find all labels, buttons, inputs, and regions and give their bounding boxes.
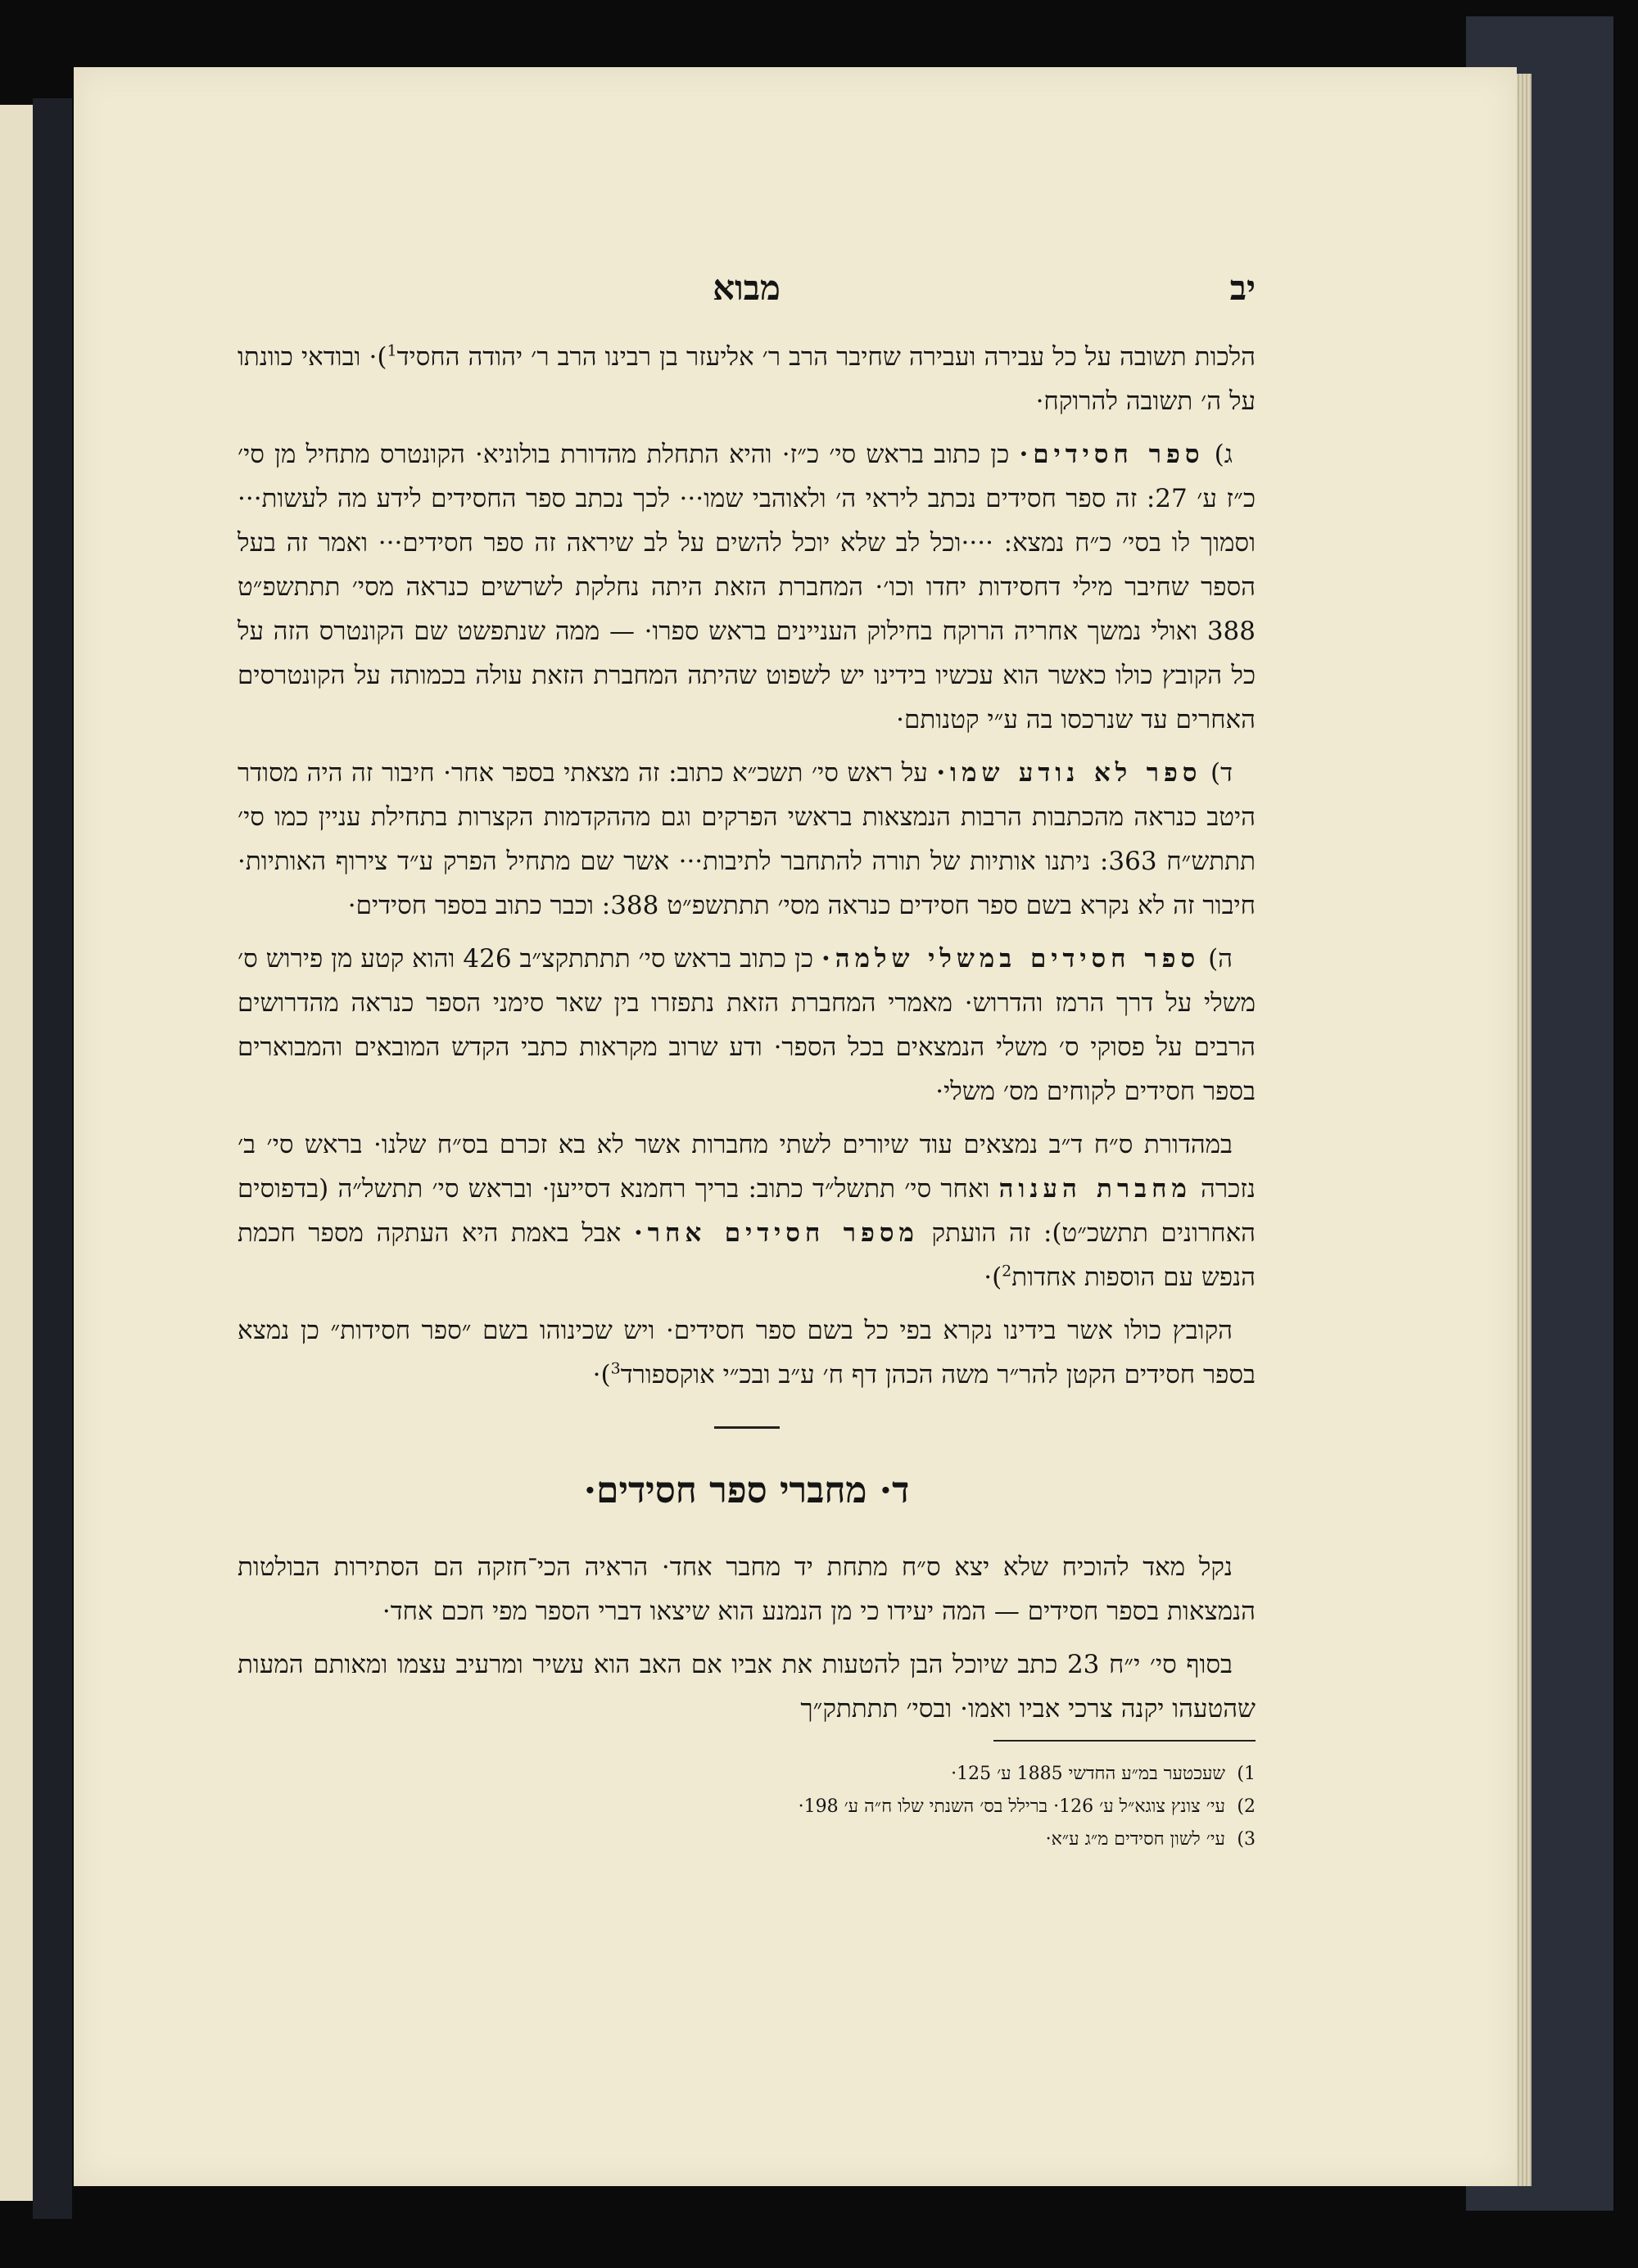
footnote-text: שעכטער במ״ע החדשי 1885 ע׳ 125·	[951, 1764, 1231, 1784]
paragraph-text: ג)	[1204, 440, 1233, 469]
footnote-marker: 3	[610, 1359, 621, 1378]
page-content	[238, 268, 1256, 2028]
paragraph	[238, 751, 1256, 928]
footnote-text: עי׳ לשון חסידים מ״ג ע״א·	[1045, 1829, 1231, 1850]
section-paragraphs	[238, 1545, 1256, 1731]
paragraph-text: )·	[592, 1360, 611, 1389]
spaced-title: ספר חסידים במשלי שלמה·	[821, 944, 1201, 974]
footnote	[238, 1791, 1256, 1823]
footnote	[238, 1758, 1256, 1791]
footnote-number: 1)	[1237, 1764, 1256, 1784]
paragraph-text: כן כתוב בראש סי׳ תתתתקצ״ב 426 והוא קטע מן פירוש ס׳ משלי על דרך הרמז והדרוש· מאמרי המחברת הזאת נתפזרו בין שאר סימני הספר כנראה מהדרושים הרבים על פסוקי ס׳ משלי הנמצאים בכל הספר· ודע שרוב מקראות כתבי הקדש המובאים והמבוארים בספר חסידים לקוחים מס׳ משלי·	[238, 944, 1256, 1106]
paragraph	[238, 1642, 1256, 1731]
page-header	[238, 268, 1256, 335]
body-paragraphs	[238, 335, 1256, 1397]
paragraph	[238, 1545, 1256, 1633]
book-gutter	[33, 98, 72, 2219]
spaced-title: ספר חסידים·	[1019, 440, 1205, 469]
paragraph-text: )· ובודאי כוונתו על ה׳ תשובה להרוקח·	[238, 342, 1256, 416]
paragraph	[238, 1123, 1256, 1299]
paragraph-text: על ראש סי׳ תשכ״א כתוב: זה מצאתי בספר אחר· חיבור זה היה מסודר היטב כנראה מהכתבות הרבות הנמצאות בראשי הפרקים וגם מההקדמות הקצרות בתחילת עניין כמו סי׳ תתתש״ח 363: ניתנו אותיות של תורה להתחבר לתיבות··· אשר שם מתחיל הפרק ע״ד צירוף האותיות· חיבור זה לא נקרא בשם ספר חסידים כנראה מסי׳ תתתשפ״ט 388: וכבר כתוב בספר חסידים·	[238, 758, 1256, 920]
footnote	[238, 1823, 1256, 1856]
paragraph-text: בסוף סי׳ י״ח 23 כתב שיוכל הבן להטעות את אביו אם האב הוא עשיר ומרעיב עצמו ומאותם המעות שהטעהו יקנה צרכי אביו ואמו· ובסי׳ תתתתק״ך	[238, 1650, 1256, 1724]
footnotes	[238, 1758, 1256, 1856]
paragraph-text: ד)	[1201, 758, 1233, 788]
book-page	[74, 67, 1517, 2186]
spaced-title: מספר חסידים אחר·	[633, 1218, 919, 1248]
paragraph-text: ואחר סי׳ תתשל״ד כתוב: בריך רחמנא דסייען· ובראש סי׳ תתשל״ה (בדפוסים האחרונים תתשכ״ט): זה הועתק	[238, 1174, 1256, 1248]
running-title: מבוא	[713, 268, 781, 308]
footnote-number: 3)	[1237, 1829, 1256, 1850]
paragraph	[238, 335, 1256, 423]
footnote-text: עי׳ צונץ צוגא״ל ע׳ 126· ברילל בס׳ השנתי שלו ח״ה ע׳ 198·	[798, 1796, 1231, 1817]
paragraph-text: נקל מאד להוכיח שלא יצא ס״ח מתחת יד מחבר אחד· הראיה הכי־חזקה הם הסתירות הבולטות הנמצאות בספר חסידים — המה יעידו כי מן הנמנע הוא שיצאו דברי הספר מפי חכם אחד·	[238, 1552, 1256, 1626]
paragraph-text: הלכות תשובה על כל עבירה ועבירה שחיבר הרב ר׳ אליעזר בן רבינו הרב ר׳ יהודה החסיד	[396, 342, 1256, 372]
paragraph	[238, 1308, 1256, 1397]
spaced-title: ספר לא נודע שמו·	[936, 758, 1202, 788]
page-number: יב	[1229, 268, 1256, 308]
footnote-marker: 1	[387, 341, 397, 360]
footnote-marker: 2	[1002, 1262, 1012, 1281]
section-divider	[714, 1426, 780, 1429]
left-page-sliver	[0, 105, 33, 2201]
paragraph-text: אבל באמת היא העתקה מספר חכמת הנפש עם הוספות אחדות	[238, 1218, 1256, 1292]
paragraph	[238, 432, 1256, 742]
paragraph	[238, 937, 1256, 1114]
paragraph-text: )·	[984, 1263, 1002, 1292]
paragraph-text: כן כתוב בראש סי׳ כ״ז· והיא התחלת מהדורת בולוניא· הקונטרס מתחיל מן סי׳ כ״ז ע׳ 27: זה ספר חסידים נכתב ליראי ה׳ ולאוהבי שמו··· לכך נכתב ספר החסידים לידע מה לעשות··· וסמוך לו בסי׳ כ״ח נמצא: ····וכל לב שלא יוכל להשים על לב שיראה זה ספר חסידים··· ואמר זה בעל הספר שחיבר מילי דחסידות יחדו וכו׳· המחברת הזאת היתה נחלקת לשרשים כנראה מסי׳ תתתשפ״ט 388 ואולי נמשך אחריה הרוקח בחילוק העניינים בראש ספרו· — ממה שנתפשט שם הקונטרס הזה על כל הקובץ כולו כאשר הוא עכשיו בידינו יש לשפוט שהיתה המחברת הזאת עולה בכמותה על הקונטרסים האחרים עד שנרכסו בה ע״י קטנותם·	[238, 440, 1256, 734]
footnote-rule	[993, 1740, 1256, 1742]
paragraph-text: במהדורת ס״ח ד״ב נמצאים עוד שיורים לשתי מחברות אשר לא בא זכרם בס״ח שלנו· בראש סי׳ ב׳ נזכרה	[238, 1130, 1256, 1204]
section-heading: ד· מחברי ספר חסידים·	[583, 1470, 910, 1511]
paragraph-text: הקובץ כולו אשר בידינו נקרא בפי כל בשם ספר חסידים· ויש שכינוהו בשם ״ספר חסידות״ כן נמצא בספר חסידים הקטן להר״ר משה הכהן דף ח׳ ע״ב ובכ״י אוקספורד	[238, 1316, 1256, 1389]
spaced-title: מחברת הענוה	[998, 1174, 1192, 1204]
footnote-number: 2)	[1237, 1796, 1256, 1817]
paragraph-text: ה)	[1200, 944, 1233, 974]
